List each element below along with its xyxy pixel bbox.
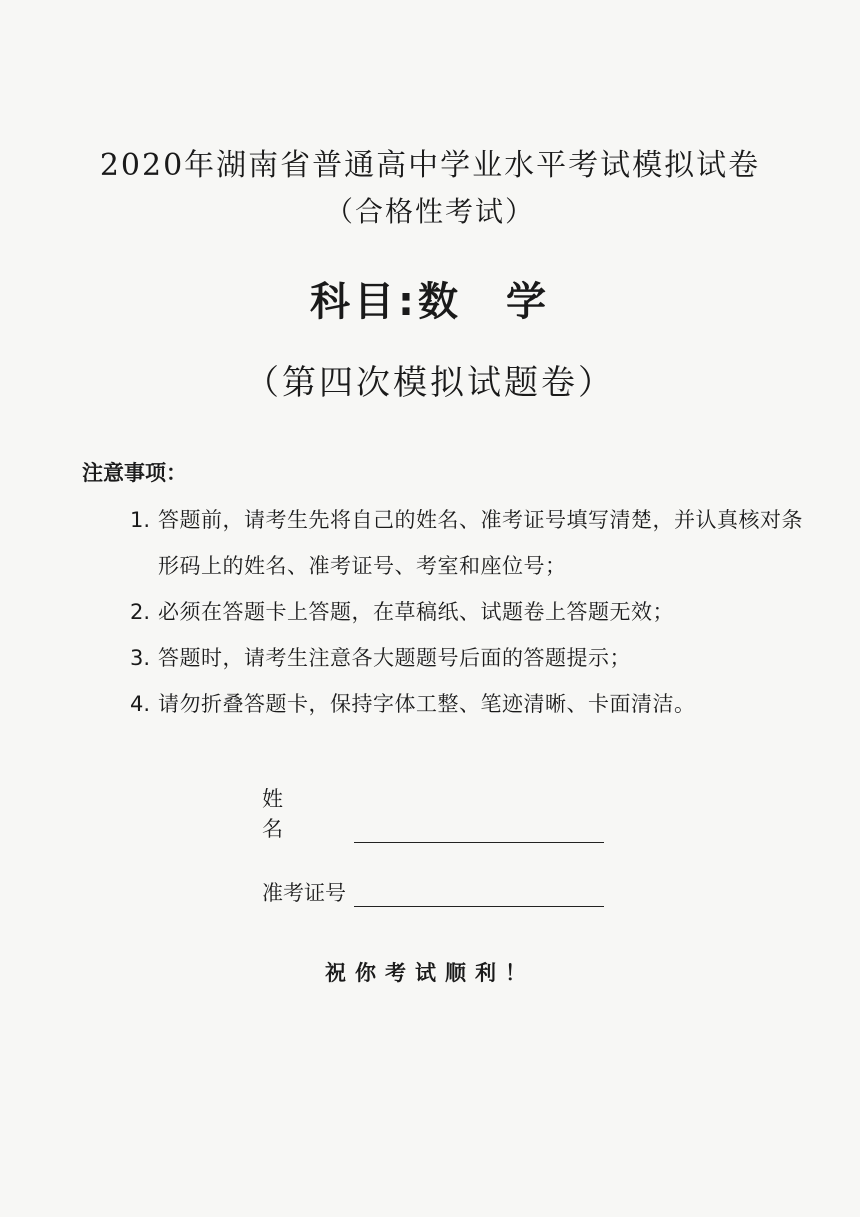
blessing-text: 祝你考试顺利！ xyxy=(325,961,535,985)
note-number: 2. xyxy=(130,600,151,624)
note-text: 必须在答题卡上答题，在草稿纸、试题卷上答题无效； xyxy=(158,600,674,624)
exam-id-input-line[interactable] xyxy=(354,884,604,907)
note-text: 请勿折叠答题卡，保持字体工整、笔迹清晰、卡面清洁。 xyxy=(158,692,696,716)
note-item xyxy=(130,635,810,681)
note-text: 答题时，请考生注意各大题题号后面的答题提示； xyxy=(158,646,631,670)
name-field xyxy=(262,783,604,843)
note-item xyxy=(130,497,810,589)
note-item xyxy=(130,681,810,727)
note-number: 3. xyxy=(130,646,151,670)
notes-list xyxy=(130,497,810,727)
name-input-line[interactable] xyxy=(354,820,604,843)
name-label: 姓名 xyxy=(262,787,327,841)
exam-id-label: 准考证号 xyxy=(262,881,346,905)
note-text: 答题前，请考生先将自己的姓名、准考证号填写清楚，并认真核对条形码上的姓名、准考证号、考室和座位号； xyxy=(158,508,803,578)
note-number: 4. xyxy=(130,692,151,716)
subject-label: 科目:数 学 xyxy=(310,279,550,325)
note-item xyxy=(130,589,810,635)
paper-number: （第四次模拟试题卷） xyxy=(245,363,615,403)
note-number: 1. xyxy=(130,508,151,532)
notes-heading: 注意事项： xyxy=(82,461,187,485)
exam-title: 2020年湖南省普通高中学业水平考试模拟试卷 xyxy=(99,148,761,183)
exam-subtitle: （合格性考试） xyxy=(324,195,535,228)
exam-id-field xyxy=(262,877,604,907)
